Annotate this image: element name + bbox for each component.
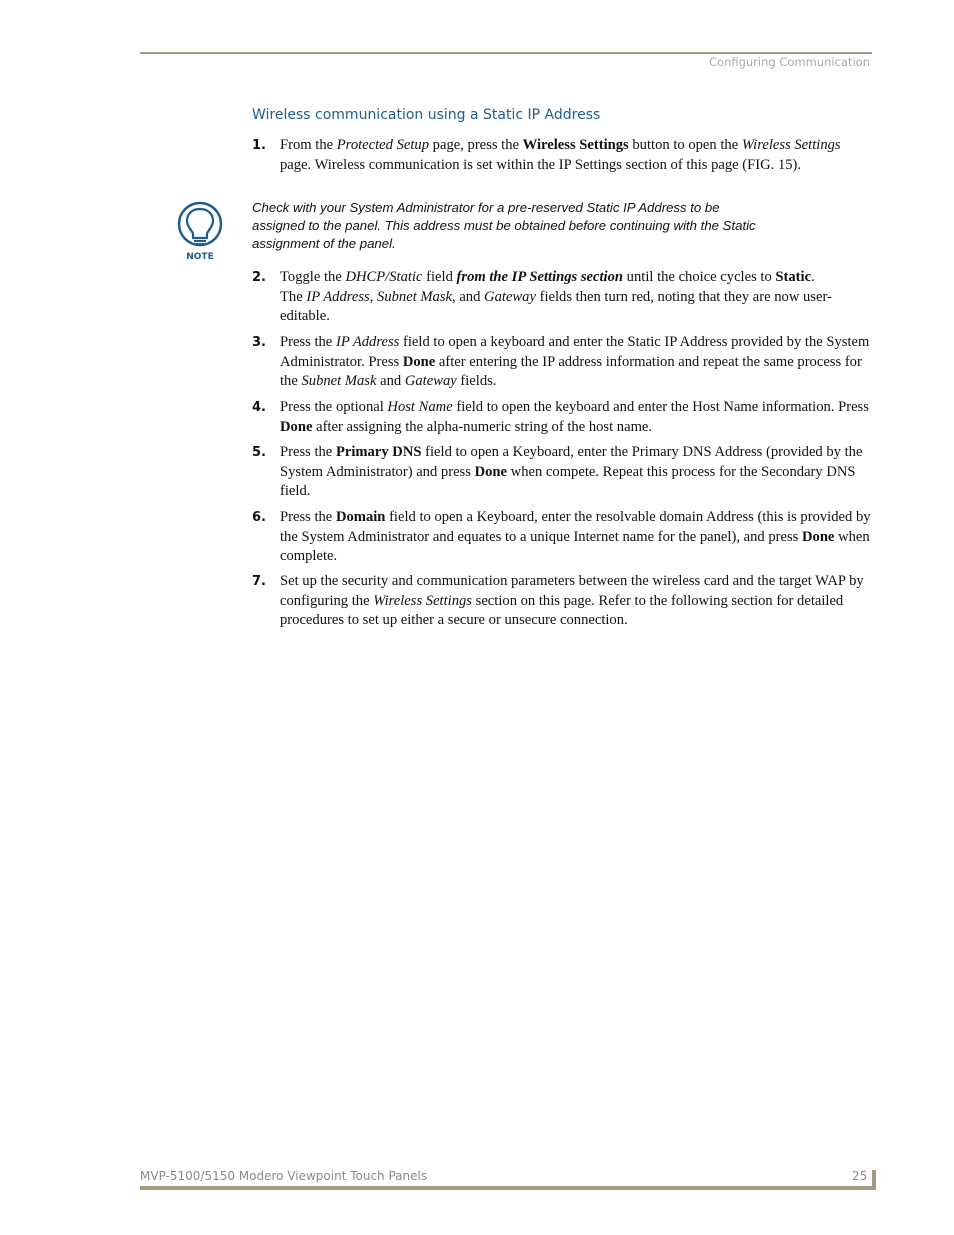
step-number: 2. <box>252 270 266 285</box>
footer-rule <box>140 1186 876 1190</box>
step-3 <box>252 333 872 392</box>
step-number: 6. <box>252 510 266 525</box>
step-text: Set up the security and communication parameters between the wireless card and the target WAP by configuring the Wireless Settings section on this page. Refer to the following section for detailed procedures to set up either a secure or unsecure connection. <box>280 573 864 628</box>
step-text: Press the Primary DNS field to open a Keyboard, enter the Primary DNS Address (provided by the System Administrator) and press Done when compete. Repeat this process for the Secondary DNS field. <box>280 444 863 499</box>
step-2 <box>252 268 872 327</box>
step-6 <box>252 508 872 567</box>
footer-product: MVP-5100/5150 Modero Viewpoint Touch Panels <box>140 1169 428 1183</box>
lightbulb-note-icon <box>176 200 224 262</box>
header-rule <box>140 52 872 54</box>
running-header: Configuring Communication <box>709 55 870 69</box>
step-7 <box>252 572 872 631</box>
step-number: 4. <box>252 400 266 415</box>
step-text: Toggle the DHCP/Static field from the IP Settings section until the choice cycles to Static. The IP Address, Subnet Mask, and Gateway fields then turn red, noting that they are now user-editable. <box>280 269 832 324</box>
step-number: 7. <box>252 574 266 589</box>
step-5 <box>252 443 872 502</box>
step-number: 3. <box>252 335 266 350</box>
note-text: Check with your System Administrator for a pre-reserved Static IP Address to be assigned to the panel. This address must be obtained before continuing with the Static assignment of the panel. <box>252 200 756 251</box>
step-text: Press the IP Address field to open a keyboard and enter the Static IP Address provided by the System Administrator. Press Done after entering the IP address information and repeat the same process for the Subnet Mask and Gateway fields. <box>280 334 870 389</box>
step-text: From the Protected Setup page, press the Wireless Settings button to open the Wireless Settings page. Wireless communication is set within the IP Settings section of this page (FIG. 15). <box>280 137 841 173</box>
step-number: 5. <box>252 445 266 460</box>
page-number: 25 <box>852 1169 868 1183</box>
step-text: Press the Domain field to open a Keyboard, enter the resolvable domain Address (this is provided by the System Administrator and equates to a unique Internet name for the panel), and press Done when complete. <box>280 509 871 564</box>
note-label: NOTE <box>186 252 214 262</box>
step-text: Press the optional Host Name field to open the keyboard and enter the Host Name information. Press Done after assigning the alpha-numeric string of the host name. <box>280 399 869 435</box>
step-4 <box>252 398 872 437</box>
section-title: Wireless communication using a Static IP Address <box>252 107 601 123</box>
step-1 <box>252 136 872 175</box>
step-number: 1. <box>252 138 266 153</box>
